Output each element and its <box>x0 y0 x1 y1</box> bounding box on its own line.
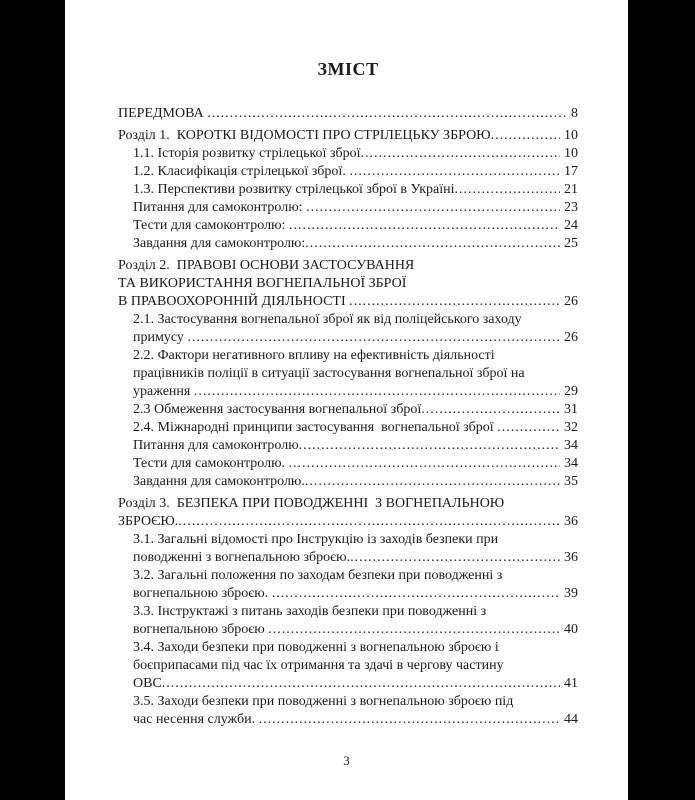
toc-entry-text: Завдання для самоконтролю: <box>133 236 306 251</box>
toc-entry-page-number: 31 <box>564 402 578 417</box>
toc-dot-leader <box>194 383 560 401</box>
toc-entry-text: ЗБРОЄЮ. <box>118 514 179 529</box>
toc-entry-text: Розділ 3. БЕЗПЕКА ПРИ ПОВОДЖЕННІ З ВОГНЕПАЛЬНОЮ <box>118 496 505 511</box>
toc-entry-page-number: 24 <box>564 218 578 233</box>
toc-entry-text: Питання для самоконтролю <box>133 438 299 453</box>
toc-dot-leader <box>162 675 560 693</box>
toc-line <box>118 275 578 293</box>
toc-line <box>118 473 578 491</box>
toc-line <box>118 181 578 199</box>
toc-entry-page-number: 25 <box>564 236 578 251</box>
toc-line <box>118 531 578 549</box>
scan-black-border-right <box>628 0 695 800</box>
toc-line <box>118 311 578 329</box>
toc-dot-leader <box>272 585 560 603</box>
toc-dot-leader <box>268 621 560 639</box>
toc-line <box>118 383 578 401</box>
toc-entry-page-number: 21 <box>564 182 578 197</box>
toc-entry-text: Тести для самоконтролю: <box>133 218 289 233</box>
toc-line <box>118 257 578 275</box>
toc-line <box>118 163 578 181</box>
toc-line <box>118 495 578 513</box>
toc-line <box>118 657 578 675</box>
page-content <box>65 0 628 800</box>
toc-line <box>118 621 578 639</box>
toc-entry-page-number: 17 <box>564 164 578 179</box>
toc-entry-text: ТА ВИКОРИСТАННЯ ВОГНЕПАЛЬНОЇ ЗБРОЇ <box>118 276 407 291</box>
toc-entry-text: 1.1. Історія розвитку стрілецької зброї <box>133 146 361 161</box>
toc-dot-leader <box>305 235 560 253</box>
toc-dot-leader <box>350 549 560 567</box>
toc-line <box>118 675 578 693</box>
toc-entry-text: поводженні з вогнепальною зброєю. <box>133 550 351 565</box>
toc-entry-text: вогнепальною зброєю. <box>133 586 272 601</box>
toc-line <box>118 199 578 217</box>
toc-entry-page-number: 10 <box>564 128 578 143</box>
toc-entry-text: 2.3 Обмеження застосування вогнепальної зброї <box>133 402 422 417</box>
toc-entry-text: 2.1. Застосування вогнепальної зброї як від поліцейського заходу <box>133 312 522 327</box>
toc-entry-text: Завдання для самоконтролю. <box>133 474 305 489</box>
toc-line <box>118 235 578 253</box>
toc-entry-page-number: 32 <box>564 420 578 435</box>
toc-entry-page-number: 44 <box>564 712 578 727</box>
toc-line <box>118 127 578 145</box>
toc-entry-text: Питання для самоконтролю: <box>133 200 307 215</box>
toc-line <box>118 513 578 531</box>
toc-dot-leader <box>497 419 560 437</box>
toc-entry-text: 2.4. Міжнародні принципи застосування вогнепальної зброї <box>133 420 498 435</box>
toc-line <box>118 639 578 657</box>
toc-line <box>118 217 578 235</box>
toc-entry-text: працівників поліції в ситуації застосування вогнепальної зброї на <box>133 366 525 381</box>
toc-entry-text: час несення служби. <box>133 712 259 727</box>
toc-line <box>118 585 578 603</box>
toc-entry-text: 3.3. Інструктажі з питань заходів безпеки при поводженні з <box>133 604 487 619</box>
folio-page-number: 3 <box>343 753 350 768</box>
toc-entry-text: примусу <box>133 330 188 345</box>
toc-line <box>118 105 578 123</box>
toc-line <box>118 329 578 347</box>
toc-line <box>118 365 578 383</box>
toc-entry-page-number: 41 <box>564 676 578 691</box>
toc-entry-text: 3.5. Заходи безпеки при поводженні з вогнепальною зброєю під <box>133 694 514 709</box>
toc-entry-page-number: 34 <box>564 438 578 453</box>
toc-entry-page-number: 29 <box>564 384 578 399</box>
toc-entry-text: боєприпасами під час їх отримання та здачі в чергову частину <box>133 658 504 673</box>
toc-dot-leader <box>289 217 560 235</box>
toc-dot-leader <box>259 711 560 729</box>
toc-entry-text: 3.2. Загальні положення по заходам безпеки при поводженні з <box>133 568 503 583</box>
toc-entry-text: ураження <box>133 384 194 399</box>
toc-dot-leader <box>349 293 560 311</box>
toc-dot-leader <box>178 513 560 531</box>
toc-line <box>118 567 578 585</box>
toc-line <box>118 711 578 729</box>
toc-dot-leader <box>289 455 560 473</box>
toc-entry-page-number: 26 <box>564 330 578 345</box>
toc-line <box>118 455 578 473</box>
toc-entry-text: Розділ 2. ПРАВОВІ ОСНОВИ ЗАСТОСУВАННЯ <box>118 258 415 273</box>
toc-entry-page-number: 34 <box>564 456 578 471</box>
toc-dot-leader <box>421 401 560 419</box>
toc-entry-text: 3.1. Загальні відомості про Інструкцію із заходів безпеки при <box>133 532 499 547</box>
toc-dot-leader <box>187 329 560 347</box>
toc-entry-text: 2.2. Фактори негативного впливу на ефективність діяльності <box>133 348 495 363</box>
toc-line <box>118 401 578 419</box>
toc-line <box>118 549 578 567</box>
toc-line <box>118 145 578 163</box>
toc-dot-leader <box>361 145 561 163</box>
toc-dot-leader <box>207 105 567 123</box>
toc-dot-leader <box>306 199 560 217</box>
toc-entry-text: ПЕРЕДМОВА <box>118 106 208 121</box>
toc-entry-page-number: 40 <box>564 622 578 637</box>
table-of-contents <box>118 105 578 729</box>
toc-line <box>118 437 578 455</box>
toc-entry-text: 1.2. Класифікація стрілецької зброї. <box>133 164 350 179</box>
toc-entry-text: ОВС <box>133 676 162 691</box>
toc-dot-leader <box>491 127 560 145</box>
page-title: ЗМІСТ <box>317 59 379 79</box>
toc-line <box>118 693 578 711</box>
toc-entry-text: 1.3. Перспективи розвитку стрілецької зброї в Україні <box>133 182 455 197</box>
toc-entry-page-number: 23 <box>564 200 578 215</box>
toc-entry-page-number: 26 <box>564 294 578 309</box>
toc-line <box>118 347 578 365</box>
toc-entry-page-number: 10 <box>564 146 578 161</box>
toc-dot-leader <box>349 163 560 181</box>
toc-line <box>118 603 578 621</box>
toc-entry-text: Розділ 1. КОРОТКІ ВІДОМОСТІ ПРО СТРІЛЕЦЬКУ ЗБРОЮ <box>118 128 491 143</box>
toc-entry-page-number: 36 <box>564 514 578 529</box>
toc-entry-text: вогнепальною зброєю <box>133 622 269 637</box>
scan-black-border-left <box>0 0 65 800</box>
toc-entry-text: Тести для самоконтролю. <box>133 456 289 471</box>
toc-entry-text: 3.4. Заходи безпеки при поводженні з вогнепальною зброєю і <box>133 640 499 655</box>
toc-line <box>118 419 578 437</box>
toc-dot-leader <box>455 181 560 199</box>
toc-dot-leader <box>305 473 560 491</box>
toc-entry-page-number: 8 <box>571 106 578 121</box>
toc-dot-leader <box>299 437 560 455</box>
toc-entry-page-number: 36 <box>564 550 578 565</box>
toc-entry-text: В ПРАВООХОРОННІЙ ДІЯЛЬНОСТІ <box>118 294 350 309</box>
toc-line <box>118 293 578 311</box>
toc-entry-page-number: 35 <box>564 474 578 489</box>
toc-entry-page-number: 39 <box>564 586 578 601</box>
